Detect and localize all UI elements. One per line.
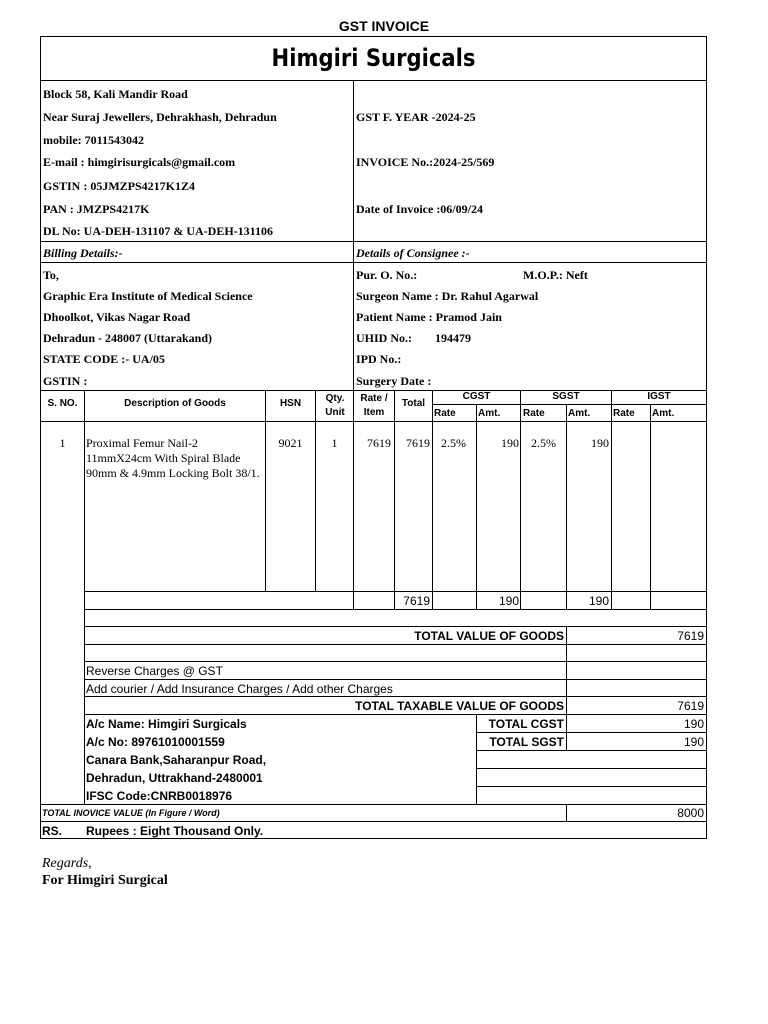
- total-cgst: 190: [683, 717, 704, 731]
- billing-gstin: GSTIN :: [43, 374, 88, 388]
- col-igst-amt: Amt.: [652, 408, 675, 419]
- col-qty: Qty. Unit: [325, 393, 345, 418]
- sum-sgst-amt: 190: [588, 594, 609, 608]
- fiscal-year: GST F. YEAR -2024-25: [356, 110, 476, 124]
- col-sgst: SGST: [552, 391, 580, 402]
- sum-cgst-amt: 190: [498, 594, 519, 608]
- surgery-date: Surgery Date :: [356, 374, 432, 388]
- invoice-date: Date of Invoice :06/09/24: [356, 202, 483, 216]
- seller-email: E-mail : himgirisurgicals@gmail.com: [43, 155, 236, 169]
- surgeon-name: Surgeon Name : Dr. Rahul Agarwal: [356, 289, 539, 303]
- invoice-number: INVOICE No.:2024-25/569: [356, 155, 495, 169]
- col-sno: S. NO.: [47, 398, 78, 409]
- row-total: 7619: [406, 436, 430, 450]
- total-invoice-label: TOTAL INOVICE VALUE (In Figure / Word): [42, 808, 220, 818]
- row-cgst-amt: 190: [501, 436, 519, 450]
- total-value-goods-label: TOTAL VALUE OF GOODS: [414, 629, 564, 643]
- col-sgst-rate: Rate: [523, 408, 545, 419]
- total-value-goods: 7619: [677, 629, 704, 643]
- col-igst: IGST: [647, 391, 671, 402]
- row-rate: 7619: [367, 436, 391, 450]
- col-sgst-amt: Amt.: [568, 408, 591, 419]
- additional-charges: Add courier / Add Insurance Charges / Add other Charges: [86, 682, 393, 696]
- patient-name: Patient Name : Pramod Jain: [356, 310, 502, 324]
- bank-account-number: A/c No: 89761010001559: [86, 735, 225, 749]
- bank-address-2: Dehradun, Uttrakhand-2480001: [86, 771, 263, 785]
- billing-state-code: STATE CODE :- UA/05: [43, 352, 165, 366]
- billing-address-2: Dehradun - 248007 (Uttarakand): [43, 331, 213, 345]
- billing-address-1: Dhoolkot, Vikas Nagar Road: [43, 310, 191, 324]
- taxable-value: 7619: [677, 699, 704, 713]
- col-igst-rate: Rate: [613, 408, 635, 419]
- billing-header: Billing Details:-: [43, 246, 123, 260]
- taxable-value-label: TOTAL TAXABLE VALUE OF GOODS: [355, 699, 564, 713]
- row-sno: 1: [59, 436, 66, 450]
- row-description: Proximal Femur Nail-2 11mmX24cm With Spiral Blade 90mm & 4.9mm Locking Bolt 38/1.: [86, 436, 260, 480]
- seller-gstin: GSTIN : 05JMZPS4217K1Z4: [43, 179, 196, 193]
- row-sgst-amt: 190: [591, 436, 609, 450]
- consignee-header: Details of Consignee :-: [356, 246, 470, 260]
- col-hsn: HSN: [279, 398, 302, 409]
- reverse-charges: Reverse Charges @ GST: [86, 664, 223, 678]
- company-name: Himgiri Surgicals: [271, 44, 476, 72]
- row-hsn: 9021: [278, 436, 303, 450]
- col-description: Description of Goods: [124, 398, 226, 409]
- billing-to: To,: [43, 268, 59, 282]
- total-sgst-label: TOTAL SGST: [489, 735, 564, 749]
- signature-line: For Himgiri Surgical: [42, 873, 168, 888]
- regards: Regards,: [42, 856, 92, 871]
- sum-total: 7619: [403, 594, 430, 608]
- row-qty: 1: [331, 436, 338, 450]
- rs-label: RS.: [42, 824, 63, 838]
- total-sgst: 190: [683, 735, 704, 749]
- col-cgst-amt: Amt.: [478, 408, 501, 419]
- bank-ifsc: IFSC Code:CNRB0018976: [86, 789, 233, 803]
- bank-account-name: A/c Name: Himgiri Surgicals: [86, 717, 247, 731]
- seller-dl: DL No: UA-DEH-131107 & UA-DEH-131106: [43, 224, 273, 238]
- row-cgst-rate: 2.5%: [441, 436, 466, 450]
- uhid-label: UHID No.:: [356, 331, 412, 345]
- total-cgst-label: TOTAL CGST: [488, 717, 564, 731]
- ipd-number: IPD No.:: [356, 352, 402, 366]
- col-cgst: CGST: [462, 391, 491, 402]
- seller-address-2: Near Suraj Jewellers, Dehrakhash, Dehradun: [43, 110, 277, 124]
- billing-name: Graphic Era Institute of Medical Science: [43, 289, 253, 303]
- seller-address-1: Block 58, Kali Mandir Road: [43, 87, 188, 101]
- purchase-order: Pur. O. No.:: [356, 268, 418, 282]
- seller-pan: PAN : JMZPS4217K: [43, 202, 150, 216]
- mode-of-payment: M.O.P.: Neft: [523, 268, 588, 282]
- seller-mobile: mobile: 7011543042: [43, 133, 144, 147]
- uhid-value: 194479: [435, 331, 471, 345]
- col-total: Total: [401, 398, 426, 409]
- total-invoice-value: 8000: [677, 806, 704, 820]
- row-sgst-rate: 2.5%: [531, 436, 556, 450]
- col-rate: Rate / Item: [360, 393, 388, 418]
- amount-in-words: Rupees : Eight Thousand Only.: [86, 824, 264, 838]
- col-cgst-rate: Rate: [434, 408, 456, 419]
- document-title: GST INVOICE: [338, 18, 430, 34]
- bank-address-1: Canara Bank,Saharanpur Road,: [86, 753, 267, 767]
